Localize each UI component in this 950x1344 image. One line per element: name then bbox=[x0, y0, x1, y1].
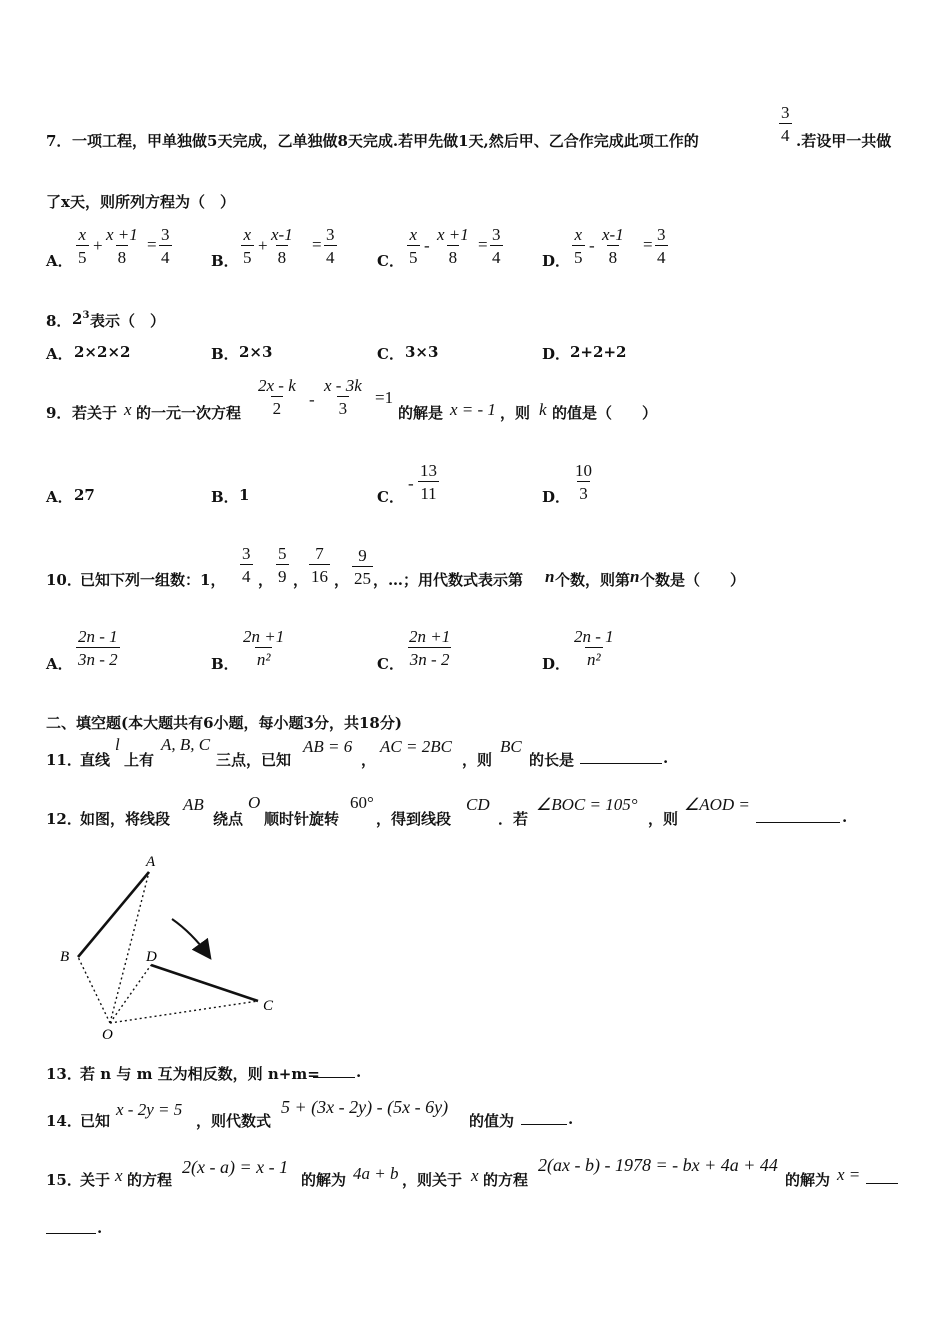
q15-t6: 的解为 bbox=[785, 1171, 831, 1189]
q11-answer-blank[interactable] bbox=[580, 749, 662, 764]
q14-t3: 的值为 bbox=[469, 1112, 515, 1130]
q7-option-b-op: + bbox=[258, 236, 268, 255]
q14-answer-blank[interactable] bbox=[521, 1110, 567, 1125]
q7-option-c-eq: = bbox=[478, 235, 488, 254]
q10-text-d: 个数是（ ） bbox=[640, 571, 746, 589]
q9-option-a-value: 27 bbox=[74, 486, 95, 504]
q9-option-d-fraction: $\frac{10}{3}$ bbox=[575, 461, 592, 503]
segment-ob bbox=[78, 957, 110, 1023]
q7-option-a-label: A． bbox=[46, 252, 73, 270]
q14-expression: 5 + (3x - 2y) - (5x - 6y) bbox=[281, 1097, 449, 1117]
q11-t4: ，则 bbox=[462, 751, 493, 769]
q9-frac1: $\frac{2x - k}{2}$ bbox=[258, 376, 296, 418]
q10-text-a: 已知下列一组数：1， bbox=[80, 571, 226, 589]
q7-text: 一项工程，甲单独做5天完成，乙单独做8天完成.若甲先做1天,然后甲、乙合作完成此项工作的 bbox=[72, 132, 699, 150]
segment-od bbox=[110, 965, 151, 1023]
q8-option-d-label: D． bbox=[542, 345, 571, 363]
q10-seq-2: $\frac{5}{9}$ bbox=[278, 544, 287, 586]
section-2-heading: 二、填空题(本大题共有6小题，每小题3分，共18分) bbox=[46, 714, 402, 732]
q7-option-a-frac1: $\frac{x}{5}$ bbox=[78, 225, 87, 267]
q10-option-c-fraction: $\frac{2n +1}{3n - 2}$ bbox=[409, 627, 451, 669]
q13-text: 若 n 与 m 互为相反数，则 n+m= bbox=[80, 1065, 320, 1083]
q8-option-a-value: 2×2×2 bbox=[74, 343, 131, 361]
q13-answer-blank[interactable] bbox=[313, 1063, 355, 1078]
q10-n-2: n bbox=[630, 567, 640, 586]
q15-t3: 的解为 bbox=[301, 1171, 347, 1189]
q9-option-b-label: B． bbox=[211, 488, 239, 506]
q7-option-c-frac3: $\frac{3}{4}$ bbox=[492, 225, 501, 267]
q15-answer-prefix: x = bbox=[837, 1165, 861, 1184]
label-a: A bbox=[146, 854, 156, 870]
q7-option-a-eq: = bbox=[147, 235, 157, 254]
q12-ab: AB bbox=[183, 795, 204, 814]
q10-option-c-label: C． bbox=[377, 655, 404, 673]
q7-text-cont: .若设甲一共做 bbox=[796, 132, 892, 150]
q12-boc: ∠BOC = 105° bbox=[536, 795, 638, 814]
q11-comma: ， bbox=[361, 751, 377, 769]
q7-option-d-eq: = bbox=[643, 235, 653, 254]
q9-option-c-label: C． bbox=[377, 488, 404, 506]
segment-ab bbox=[78, 872, 149, 957]
q7-option-a-frac3: $\frac{3}{4}$ bbox=[161, 225, 170, 267]
rotation-figure bbox=[40, 845, 300, 1050]
q8-power: $2^3$ bbox=[72, 310, 90, 328]
q7-option-a-op: + bbox=[93, 236, 103, 255]
q14-condition: x - 2y = 5 bbox=[116, 1100, 183, 1119]
q9-option-c-fraction: $\frac{13}{11}$ bbox=[420, 461, 437, 503]
q7-option-d-label: D． bbox=[542, 252, 571, 270]
q12-t6: ，则 bbox=[648, 810, 679, 828]
q9-eq: =1 bbox=[375, 388, 394, 407]
q10-text-b: ，…；用代数式表示第 bbox=[373, 571, 524, 589]
q10-sep-3: ， bbox=[334, 571, 350, 589]
q10-option-a-label: A． bbox=[46, 655, 73, 673]
rotation-arrow bbox=[172, 919, 208, 955]
q10-seq-3: $\frac{7}{16}$ bbox=[311, 544, 328, 586]
label-c: C bbox=[263, 998, 274, 1014]
q9-option-a-label: A． bbox=[46, 488, 73, 506]
q15-equation-2: 2(ax - b) - 1978 = - bx + 4a + 44 bbox=[538, 1155, 778, 1175]
q12-aod: ∠AOD = bbox=[684, 795, 750, 814]
q14-t1: 已知 bbox=[80, 1112, 111, 1130]
q9-text-e: 的值是（ ） bbox=[552, 404, 658, 422]
q9-k: k bbox=[539, 400, 547, 419]
q7-option-d-frac1: $\frac{x}{5}$ bbox=[574, 225, 583, 267]
q7-fraction: $\frac{3}{4}$ bbox=[781, 103, 790, 145]
q9-text-c: 的解是 bbox=[398, 404, 444, 422]
q11-t2: 上有 bbox=[124, 751, 155, 769]
q9-number: 9． bbox=[46, 404, 72, 422]
q12-end: . bbox=[842, 808, 848, 826]
q15-t1: 关于 bbox=[80, 1171, 111, 1189]
q12-deg: 60° bbox=[350, 793, 374, 812]
q10-option-d-fraction: $\frac{2n - 1}{\text{n²}}$ bbox=[574, 627, 614, 669]
q11-t5: 的长是 bbox=[529, 751, 575, 769]
q14-number: 14． bbox=[46, 1112, 82, 1130]
q14-end: . bbox=[568, 1110, 574, 1128]
q11-points: A, B, C bbox=[161, 735, 211, 754]
q7-option-a-frac2: $\frac{x +1}{8}$ bbox=[106, 225, 138, 267]
q7-option-b-frac3: $\frac{3}{4}$ bbox=[326, 225, 335, 267]
q15-t2: 的方程 bbox=[127, 1171, 173, 1189]
q10-option-b-label: B． bbox=[211, 655, 239, 673]
q12-t1: 如图，将线段 bbox=[80, 810, 171, 828]
q7-option-d-frac3: $\frac{3}{4}$ bbox=[657, 225, 666, 267]
q8-option-d-value: 2+2+2 bbox=[570, 343, 627, 361]
q8-option-b-value: 2×3 bbox=[239, 343, 273, 361]
q11-ab: AB = 6 bbox=[303, 737, 353, 756]
q11-l: l bbox=[115, 735, 120, 754]
q9-solution: x = - 1 bbox=[450, 400, 496, 419]
q10-option-b-fraction: $\frac{2n +1}{\text{n²}}$ bbox=[243, 627, 285, 669]
q12-t2: 绕点 bbox=[213, 810, 244, 828]
q14-t2: ，则代数式 bbox=[196, 1112, 272, 1130]
q11-end: . bbox=[663, 749, 669, 767]
q10-number: 10． bbox=[46, 571, 82, 589]
label-o: O bbox=[102, 1027, 113, 1043]
q12-o: O bbox=[248, 793, 261, 812]
q10-sep-2: ， bbox=[293, 571, 309, 589]
q15-answer-blank-2[interactable] bbox=[46, 1219, 96, 1234]
q10-n-1: n bbox=[545, 567, 555, 586]
q7-option-c-op: - bbox=[424, 236, 430, 255]
label-d: D bbox=[146, 949, 157, 965]
q12-number: 12． bbox=[46, 810, 82, 828]
q12-answer-blank[interactable] bbox=[756, 808, 840, 823]
q15-end: . bbox=[97, 1219, 103, 1237]
q7-option-b-label: B． bbox=[211, 252, 239, 270]
q7-number: 7． bbox=[46, 132, 72, 150]
q7-option-c-frac2: $\frac{x +1}{8}$ bbox=[437, 225, 469, 267]
q9-minus: - bbox=[309, 390, 315, 409]
q10-seq-4: $\frac{9}{25}$ bbox=[354, 546, 371, 588]
q12-cd: CD bbox=[466, 795, 490, 814]
q8-number: 8． bbox=[46, 312, 72, 330]
q9-var: x bbox=[124, 400, 132, 419]
q10-text-c: 个数，则第 bbox=[555, 571, 631, 589]
q12-t5: ．若 bbox=[498, 810, 529, 828]
q7-option-d-op: - bbox=[589, 236, 595, 255]
q15-number: 15． bbox=[46, 1171, 82, 1189]
q10-option-d-label: D． bbox=[542, 655, 571, 673]
q15-t4: ，则关于 bbox=[402, 1171, 463, 1189]
q11-bc: BC bbox=[500, 737, 522, 756]
q13-end: . bbox=[356, 1063, 362, 1081]
q9-text-a: 若关于 bbox=[72, 404, 118, 422]
q10-sep-1: ， bbox=[258, 571, 274, 589]
q9-option-b-value: 1 bbox=[239, 486, 250, 504]
segment-oc bbox=[110, 1001, 258, 1023]
q7-option-c-frac1: $\frac{x}{5}$ bbox=[409, 225, 418, 267]
q15-answer-blank-1[interactable] bbox=[866, 1169, 898, 1184]
q9-option-d-label: D． bbox=[542, 488, 571, 506]
q11-number: 11． bbox=[46, 751, 82, 769]
q15-t5: 的方程 bbox=[483, 1171, 529, 1189]
q7-option-b-frac2: $\frac{x-1}{8}$ bbox=[271, 225, 293, 267]
q15-solution-1: 4a + b bbox=[353, 1164, 399, 1183]
q12-t4: ，得到线段 bbox=[376, 810, 452, 828]
segment-cd bbox=[151, 965, 258, 1001]
q7-option-b-eq: = bbox=[312, 235, 322, 254]
q11-ac: AC = 2BC bbox=[380, 737, 452, 756]
label-b: B bbox=[60, 949, 70, 965]
q11-t3: 三点，已知 bbox=[216, 751, 292, 769]
q15-x-1: x bbox=[115, 1166, 123, 1185]
q10-option-a-fraction: $\frac{2n - 1}{3n - 2}$ bbox=[78, 627, 118, 669]
q8-option-c-label: C． bbox=[377, 345, 404, 363]
q9-option-c-sign: - bbox=[408, 474, 414, 493]
q8-text: 表示（ ） bbox=[90, 312, 166, 330]
q8-option-c-value: 3×3 bbox=[405, 343, 439, 361]
q11-t1: 直线 bbox=[80, 751, 111, 769]
q7-text-line2: 了x天，则所列方程为（ ） bbox=[46, 193, 235, 211]
q8-option-b-label: B． bbox=[211, 345, 239, 363]
q8-option-a-label: A． bbox=[46, 345, 73, 363]
q7-option-b-frac1: $\frac{x}{5}$ bbox=[243, 225, 252, 267]
q15-equation-1: 2(x - a) = x - 1 bbox=[182, 1157, 289, 1177]
q12-t3: 顺时针旋转 bbox=[264, 810, 340, 828]
q10-seq-1: $\frac{3}{4}$ bbox=[242, 544, 251, 586]
q7-option-c-label: C． bbox=[377, 252, 404, 270]
q9-frac2: $\frac{x - 3k}{3}$ bbox=[324, 376, 362, 418]
q9-text-b: 的一元一次方程 bbox=[136, 404, 242, 422]
q13-number: 13． bbox=[46, 1065, 82, 1083]
q7-option-d-frac2: $\frac{x-1}{8}$ bbox=[602, 225, 624, 267]
q15-x-2: x bbox=[471, 1166, 479, 1185]
q9-text-d: ，则 bbox=[500, 404, 531, 422]
